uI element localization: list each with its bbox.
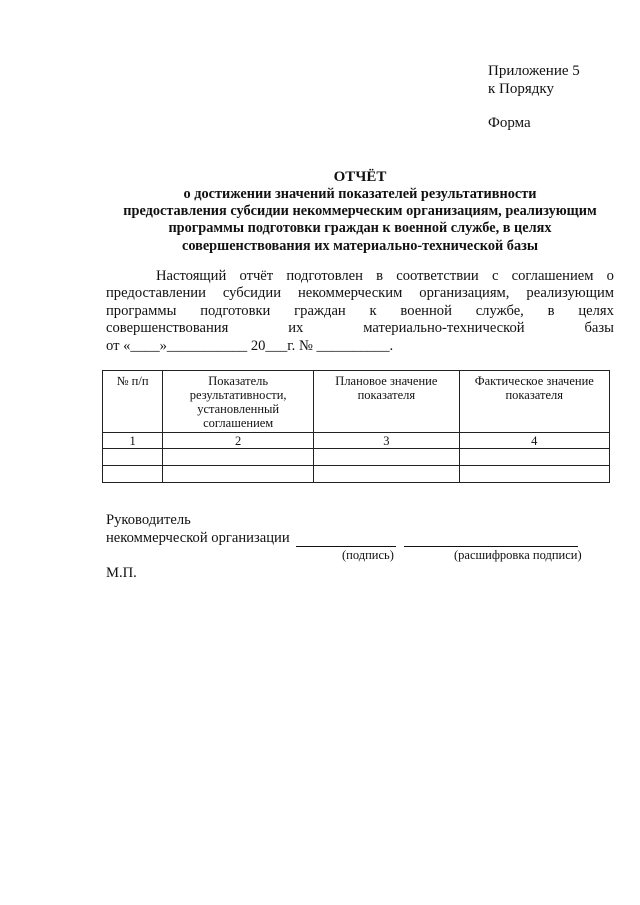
column-header-planned: Плановое значение показателя bbox=[314, 371, 459, 433]
word: соглашением bbox=[511, 268, 594, 284]
column-header-indicator: Показатель результативности, установленный соглашением bbox=[163, 371, 314, 433]
agreement-date-line: от «____»___________ 20___г. № __________. bbox=[106, 337, 394, 354]
word: их bbox=[288, 320, 304, 337]
word: целях bbox=[578, 302, 614, 319]
signature-field[interactable] bbox=[296, 532, 396, 547]
table-cell: 3 bbox=[314, 433, 459, 449]
report-heading bbox=[100, 168, 620, 255]
word: о bbox=[606, 268, 614, 284]
stamp-place: М.П. bbox=[106, 565, 137, 581]
signer-organization: некоммерческой организации bbox=[106, 529, 290, 546]
table-cell[interactable] bbox=[314, 466, 459, 483]
column-number-row bbox=[103, 433, 610, 449]
signature-captions bbox=[106, 547, 606, 563]
table-cell: 1 bbox=[103, 433, 163, 449]
table-cell: 2 bbox=[163, 433, 314, 449]
word: отчёт bbox=[239, 268, 274, 284]
signature-block bbox=[106, 512, 606, 583]
word: в bbox=[376, 268, 384, 284]
word: совершенствования bbox=[106, 320, 229, 337]
intro-line bbox=[106, 320, 614, 337]
report-subtitle-line: о достижении значений показателей результативности bbox=[183, 186, 537, 202]
report-subtitle-line: предоставления субсидии некоммерческим организациям, реализующим bbox=[123, 203, 597, 220]
report-subtitle-line: совершенствования их материально-технической базы bbox=[181, 237, 539, 254]
intro-paragraph bbox=[106, 268, 614, 355]
word: граждан bbox=[294, 302, 346, 319]
report-title: ОТЧЁТ bbox=[333, 169, 387, 185]
word: программы bbox=[106, 302, 177, 319]
word: некоммерческим bbox=[297, 285, 403, 302]
word: к bbox=[369, 302, 377, 319]
word: материально-технической bbox=[363, 320, 525, 337]
indicators-table bbox=[102, 370, 610, 483]
form-label: Форма bbox=[488, 115, 531, 131]
report-subtitle-line: программы подготовки граждан к военной службе, в целях bbox=[168, 220, 552, 237]
annex-number: Приложение 5 bbox=[488, 63, 580, 79]
signature-decode-field[interactable] bbox=[404, 532, 578, 547]
word: с bbox=[491, 268, 499, 284]
intro-line bbox=[106, 285, 614, 302]
word: военной bbox=[400, 302, 452, 319]
word: в bbox=[547, 302, 555, 319]
annex-reference: к Порядку bbox=[488, 81, 554, 97]
word: Настоящий bbox=[156, 268, 227, 284]
table-header-row bbox=[103, 371, 610, 433]
table-cell[interactable] bbox=[459, 449, 609, 466]
column-header-number: № п/п bbox=[103, 371, 163, 433]
signature-caption: (подпись) bbox=[342, 548, 394, 562]
word: базы bbox=[584, 320, 614, 337]
intro-line bbox=[106, 303, 614, 320]
table-cell[interactable] bbox=[459, 466, 609, 483]
word: субсидии bbox=[222, 285, 282, 302]
table-cell: 4 bbox=[459, 433, 609, 449]
table-row bbox=[103, 449, 610, 466]
table-cell[interactable] bbox=[314, 449, 459, 466]
table-cell[interactable] bbox=[163, 449, 314, 466]
table-cell[interactable] bbox=[103, 466, 163, 483]
annex-note bbox=[488, 62, 580, 98]
word: подготовлен bbox=[286, 268, 363, 284]
signer-line bbox=[106, 530, 606, 548]
word: службе, bbox=[475, 302, 524, 319]
word: предоставлении bbox=[106, 285, 206, 302]
word: реализующим bbox=[526, 285, 614, 302]
table-row bbox=[103, 466, 610, 483]
table-cell[interactable] bbox=[103, 449, 163, 466]
word: соответствии bbox=[396, 268, 479, 284]
word: организациям, bbox=[419, 285, 510, 302]
column-header-actual: Фактическое значение показателя bbox=[459, 371, 609, 433]
table-cell[interactable] bbox=[163, 466, 314, 483]
intro-line bbox=[106, 268, 614, 285]
word: подготовки bbox=[200, 302, 271, 319]
signer-title: Руководитель bbox=[106, 512, 191, 528]
signature-decode-caption: (расшифровка подписи) bbox=[454, 548, 582, 562]
